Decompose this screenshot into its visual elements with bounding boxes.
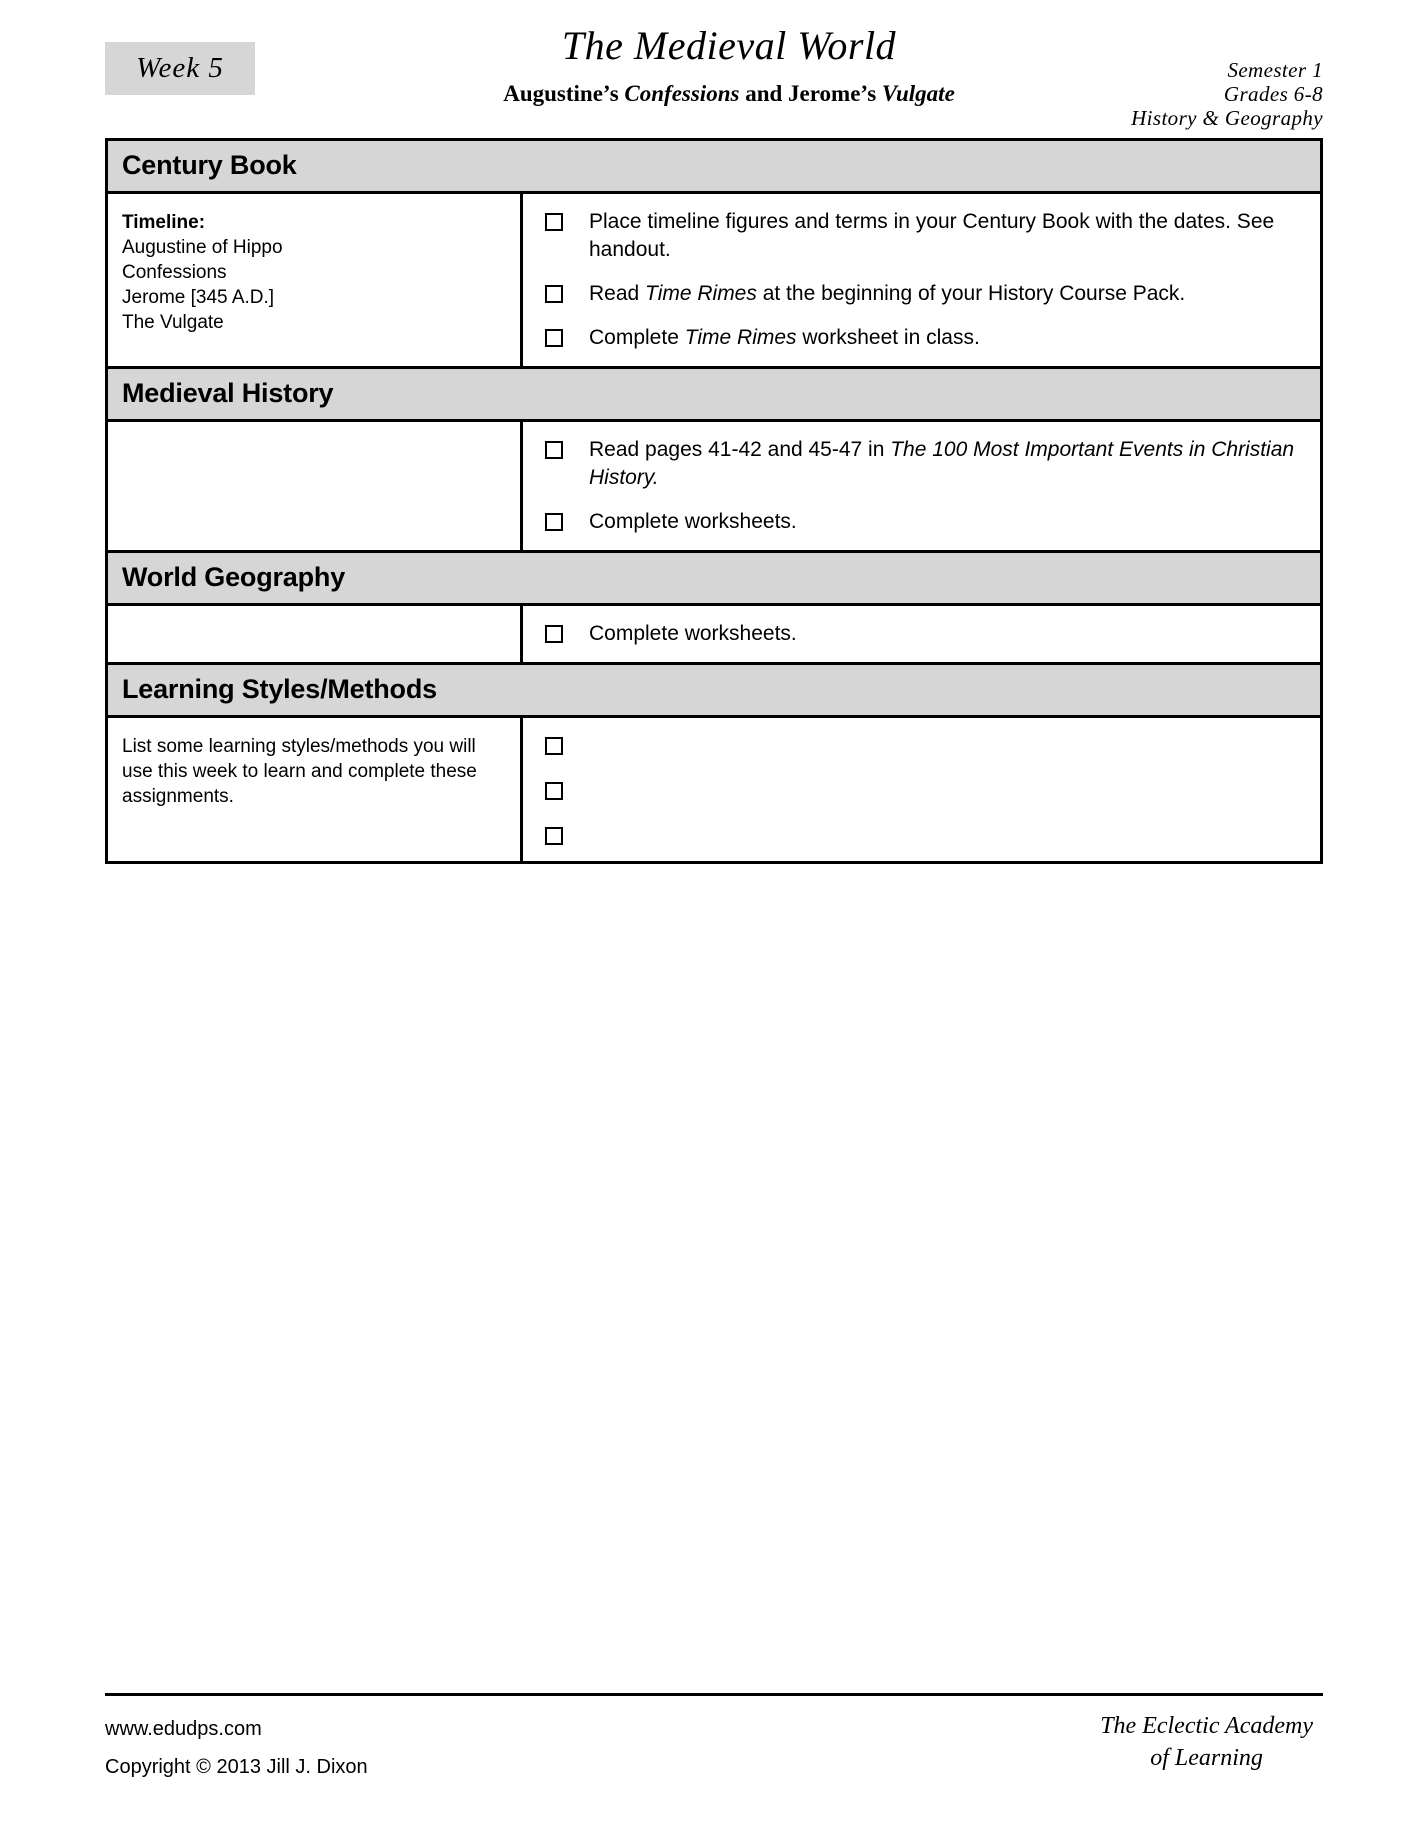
- checkbox-icon[interactable]: [545, 285, 563, 303]
- task-item: [545, 777, 1304, 800]
- task-text-run: Read: [589, 282, 646, 305]
- task-text: [589, 280, 1185, 308]
- section-tasks-cell: [523, 422, 1320, 550]
- timeline-heading: Timeline:: [122, 212, 206, 233]
- task-item: [545, 208, 1304, 264]
- subtitle-book-vulgate: Vulgate: [881, 81, 955, 106]
- section-tasks-cell: [523, 606, 1320, 662]
- section-row: [108, 606, 1320, 665]
- checkbox-icon[interactable]: [545, 782, 563, 800]
- header-meta: [1131, 58, 1323, 130]
- notes-line: The Vulgate: [122, 312, 224, 333]
- subtitle-part-3: and Jerome’s: [739, 81, 882, 106]
- website-link[interactable]: www.edudps.com: [105, 1718, 262, 1740]
- page-footer: [105, 1693, 1323, 1786]
- task-text-run: Place timeline figures and terms in your Century Book with the dates. See handout.: [589, 210, 1275, 261]
- section-row: [108, 422, 1320, 553]
- copyright-text: Copyright © 2013 Jill J. Dixon: [105, 1756, 368, 1778]
- task-text: [589, 324, 980, 352]
- notes-line: Jerome [345 A.D.]: [122, 287, 275, 308]
- section-tasks-cell: [523, 194, 1320, 366]
- task-text: [589, 508, 797, 536]
- checkbox-icon[interactable]: [545, 737, 563, 755]
- section-header-4: Learning Styles/Methods: [108, 665, 1320, 718]
- publisher-line-2: of Learning: [1150, 1745, 1263, 1771]
- task-title-italic: Time Rimes: [684, 326, 797, 349]
- notes-line: Augustine of Hippo: [122, 237, 283, 258]
- section-notes-cell: [108, 422, 523, 550]
- page-subtitle: [385, 79, 1073, 109]
- task-title-italic: The 100 Most Important Events in Christian History.: [589, 438, 1295, 489]
- grades-label: Grades 6-8: [1223, 82, 1323, 106]
- notes-line: List some learning styles/methods you will use this week to learn and complete these assignments.: [122, 736, 477, 807]
- task-item: [545, 436, 1304, 492]
- task-title-italic: Time Rimes: [645, 282, 757, 305]
- task-text-run: Complete worksheets.: [589, 622, 797, 645]
- page-title: The Medieval World: [561, 23, 897, 68]
- checkbox-icon[interactable]: [545, 329, 563, 347]
- task-item: [545, 732, 1304, 755]
- subtitle-book-confessions: Confessions: [624, 81, 740, 106]
- task-item: [545, 620, 1304, 648]
- section-notes-cell: [108, 718, 523, 861]
- subject-label: History & Geography: [1131, 106, 1323, 130]
- footer-left: [105, 1710, 368, 1786]
- section-notes-cell: [108, 606, 523, 662]
- section-tasks-cell: [523, 718, 1320, 861]
- checkbox-icon[interactable]: [545, 513, 563, 531]
- section-notes-cell: [108, 194, 523, 366]
- semester-label: Semester 1: [1227, 58, 1323, 82]
- title-block: [385, 22, 1073, 109]
- task-text: [589, 620, 797, 648]
- task-text-run: Complete worksheets.: [589, 510, 797, 533]
- task-text-run: worksheet in class.: [796, 326, 980, 349]
- section-row: [108, 718, 1320, 861]
- week-badge: Week 5: [105, 42, 255, 95]
- publisher-line-1: The Eclectic Academy: [1100, 1713, 1313, 1739]
- checkbox-icon[interactable]: [545, 625, 563, 643]
- task-item: [545, 324, 1304, 352]
- checkbox-icon[interactable]: [545, 213, 563, 231]
- task-text-run: Complete: [589, 326, 685, 349]
- task-item: [545, 822, 1304, 845]
- task-text: [589, 436, 1304, 492]
- section-row: [108, 194, 1320, 369]
- section-header-3: World Geography: [108, 553, 1320, 606]
- task-item: [545, 508, 1304, 536]
- page-header: [105, 0, 1323, 130]
- section-header-2: Medieval History: [108, 369, 1320, 422]
- task-text-run: at the beginning of your History Course Pack.: [756, 282, 1186, 305]
- assignment-table: [105, 138, 1323, 864]
- subtitle-part-1: Augustine’s: [503, 81, 625, 106]
- checkbox-icon[interactable]: [545, 827, 563, 845]
- task-text-run: Read pages 41-42 and 45-47 in: [589, 438, 891, 461]
- task-item: [545, 280, 1304, 308]
- checkbox-icon[interactable]: [545, 441, 563, 459]
- publisher-logo: [1100, 1710, 1323, 1774]
- section-header-1: Century Book: [108, 141, 1320, 194]
- task-text: [589, 208, 1304, 264]
- notes-line: Confessions: [122, 262, 227, 283]
